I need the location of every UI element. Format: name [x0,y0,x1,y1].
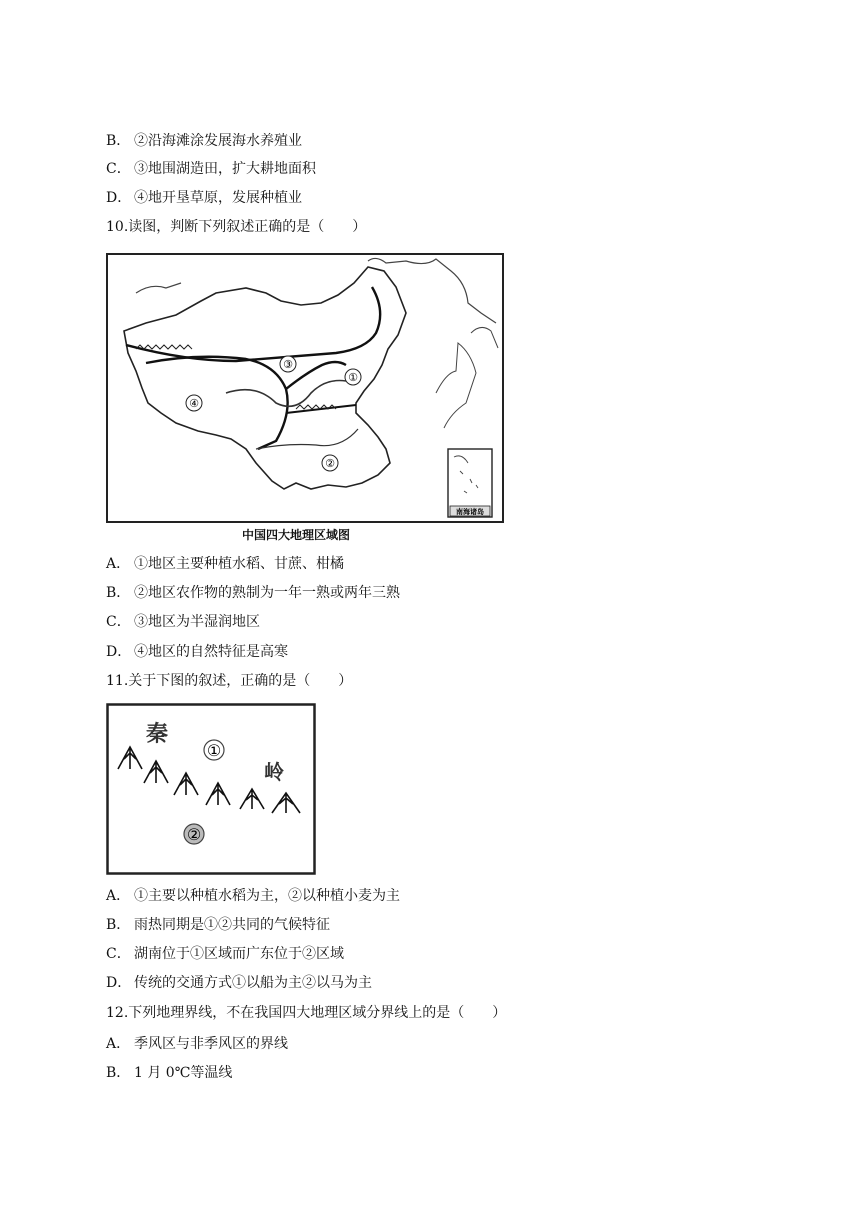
q11-option-c [106,944,344,964]
q11-stem: 11.关于下图的叙述，正确的是（ ） [106,673,353,689]
region-north: ① [206,741,222,760]
option-letter: B． [106,917,131,933]
option-letter: D． [106,644,132,660]
q9-option-d [106,188,302,208]
qinling-diagram [106,703,316,875]
option-text: ①主要以种植水稻为主，②以种植小麦为主 [134,888,400,904]
option-text: 雨热同期是①②共同的气候特征 [134,917,330,933]
china-regions-map-svg [106,253,504,523]
region-south: ② [186,825,202,844]
q10-option-d [106,642,288,662]
inset-label: 南海诸岛 [456,508,484,516]
map-caption: 中国四大地理区域图 [242,528,351,542]
region-label-3: ③ [283,358,293,371]
option-letter: C． [106,946,131,962]
option-text: ③地区为半湿润地区 [134,614,260,630]
q11-option-a [106,886,400,906]
option-text: 1 月 0℃等温线 [134,1065,233,1081]
option-letter: A． [106,556,131,572]
region-label-2: ② [325,457,335,470]
option-text: ②沿海滩涂发展海水养殖业 [134,133,302,149]
qinling-diagram-svg [106,703,316,875]
q11-option-d [106,973,372,993]
option-text: 传统的交通方式①以船为主②以马为主 [134,975,372,991]
label-ling: 岭 [264,760,284,784]
option-letter: B． [106,1065,131,1081]
option-letter: D． [106,975,132,991]
option-text: ③地围湖造田，扩大耕地面积 [134,161,316,177]
option-letter: C． [106,614,131,630]
q10-option-a [106,554,344,574]
q12-option-a [106,1034,288,1054]
option-letter: B． [106,585,131,601]
q12-stem: 12.下列地理界线，不在我国四大地理区域分界线上的是（ ） [106,1005,507,1021]
china-regions-map [106,253,504,523]
region-label-4: ④ [189,397,199,410]
q10-option-c [106,612,260,632]
q9-option-c [106,159,316,179]
option-text: ④地开垦草原，发展种植业 [134,190,302,206]
option-text: ④地区的自然特征是高寒 [134,644,288,660]
q9-option-b [106,131,302,151]
q11-option-b [106,915,330,935]
option-letter: A． [106,1036,131,1052]
option-text: ②地区农作物的熟制为一年一熟或两年三熟 [134,585,400,601]
option-text: 湖南位于①区域而广东位于②区域 [134,946,344,962]
label-qin: 秦 [146,722,169,747]
option-letter: B． [106,133,131,149]
q10-option-b [106,583,400,603]
option-letter: D． [106,190,132,206]
region-label-1: ① [348,371,358,384]
option-letter: C． [106,161,131,177]
option-text: ①地区主要种植水稻、甘蔗、柑橘 [134,556,344,572]
q12-option-b [106,1063,232,1083]
q10-stem: 10.读图，判断下列叙述正确的是（ ） [106,219,367,235]
option-letter: A． [106,888,131,904]
option-text: 季风区与非季风区的界线 [134,1036,288,1052]
